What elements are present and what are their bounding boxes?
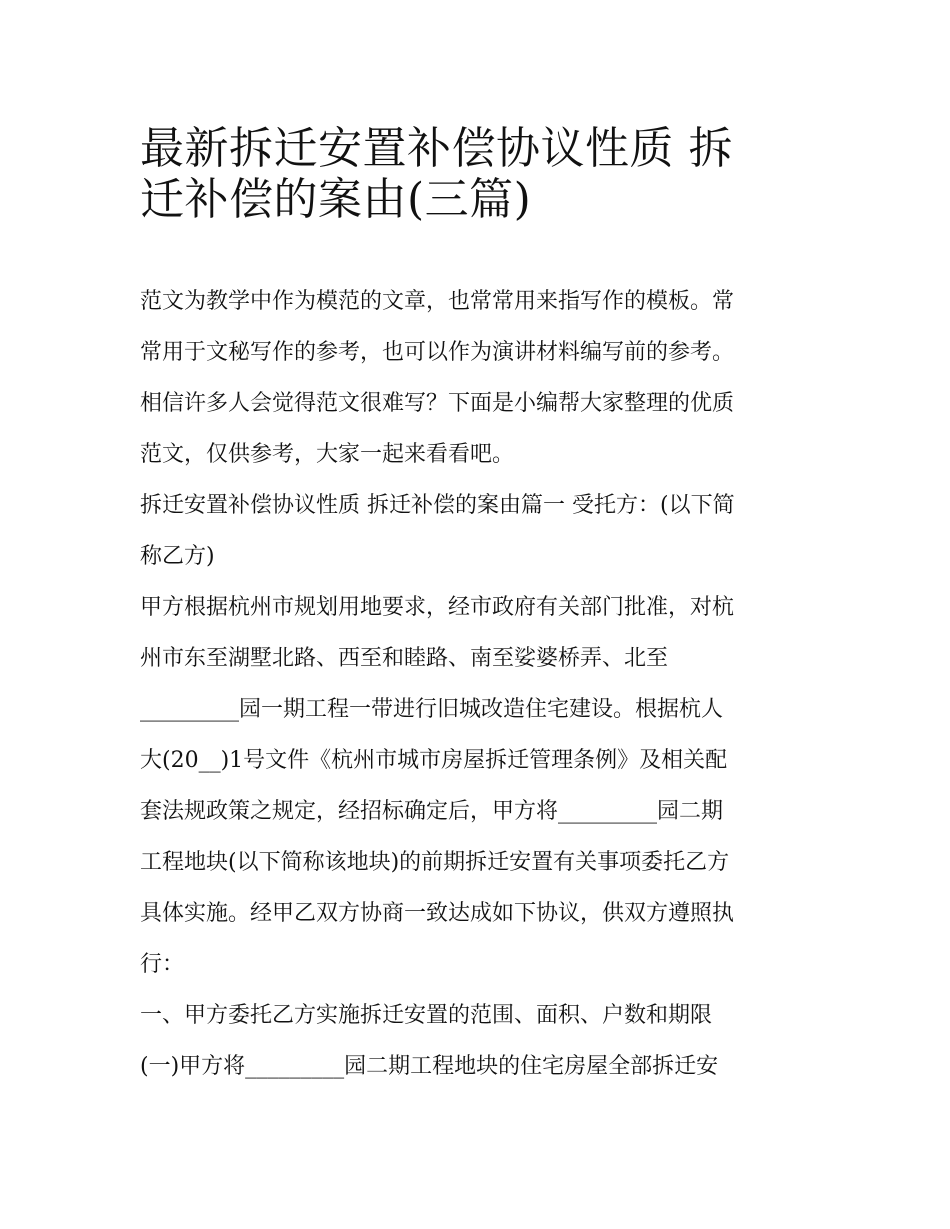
text-line: 行： <box>140 952 185 977</box>
paragraph-section-heading <box>140 480 820 582</box>
document-body <box>140 276 820 1092</box>
text-line: _________园一期工程一带进行旧城改造住宅建设。根据杭人 <box>140 697 724 722</box>
title-line: 迁补偿的案由(三篇) <box>140 174 532 225</box>
text-line: 州市东至湖墅北路、西至和睦路、南至娑婆桥弄、北至 <box>140 646 669 671</box>
text-line: 工程地块(以下简称该地块)的前期拆迁安置有关事项委托乙方 <box>140 850 730 875</box>
paragraph-subclause-one <box>140 1041 820 1092</box>
text-line: 称乙方) <box>140 544 215 569</box>
text-line: 大(20__)1号文件《杭州市城市房屋拆迁管理条例》及相关配 <box>140 748 728 773</box>
text-line: 拆迁安置补偿协议性质 拆迁补偿的案由篇一 受托方：(以下简 <box>140 493 735 518</box>
text-line: 范文，仅供参考，大家一起来看看吧。 <box>140 442 515 467</box>
title-line: 最新拆迁安置补偿协议性质 拆 <box>140 123 733 174</box>
text-line: 套法规政策之规定，经招标确定后，甲方将_________园二期 <box>140 799 724 824</box>
text-line: 相信许多人会觉得范文很难写？下面是小编帮大家整理的优质 <box>140 391 735 416</box>
paragraph-agreement-body <box>140 582 820 990</box>
document-title <box>140 114 820 225</box>
text-line: 具体实施。经甲乙双方协商一致达成如下协议，供双方遵照执 <box>140 901 735 926</box>
text-line: (一)甲方将_________园二期工程地块的住宅房屋全部拆迁安 <box>140 1054 719 1079</box>
text-line: 一、甲方委托乙方实施拆迁安置的范围、面积、户数和期限 <box>140 1003 713 1028</box>
paragraph-intro <box>140 276 820 480</box>
text-line: 范文为教学中作为模范的文章，也常常用来指写作的模板。常 <box>140 289 735 314</box>
text-line: 甲方根据杭州市规划用地要求，经市政府有关部门批准，对杭 <box>140 595 735 620</box>
text-line: 常用于文秘写作的参考，也可以作为演讲材料编写前的参考。 <box>140 340 735 365</box>
paragraph-clause-one <box>140 990 820 1041</box>
